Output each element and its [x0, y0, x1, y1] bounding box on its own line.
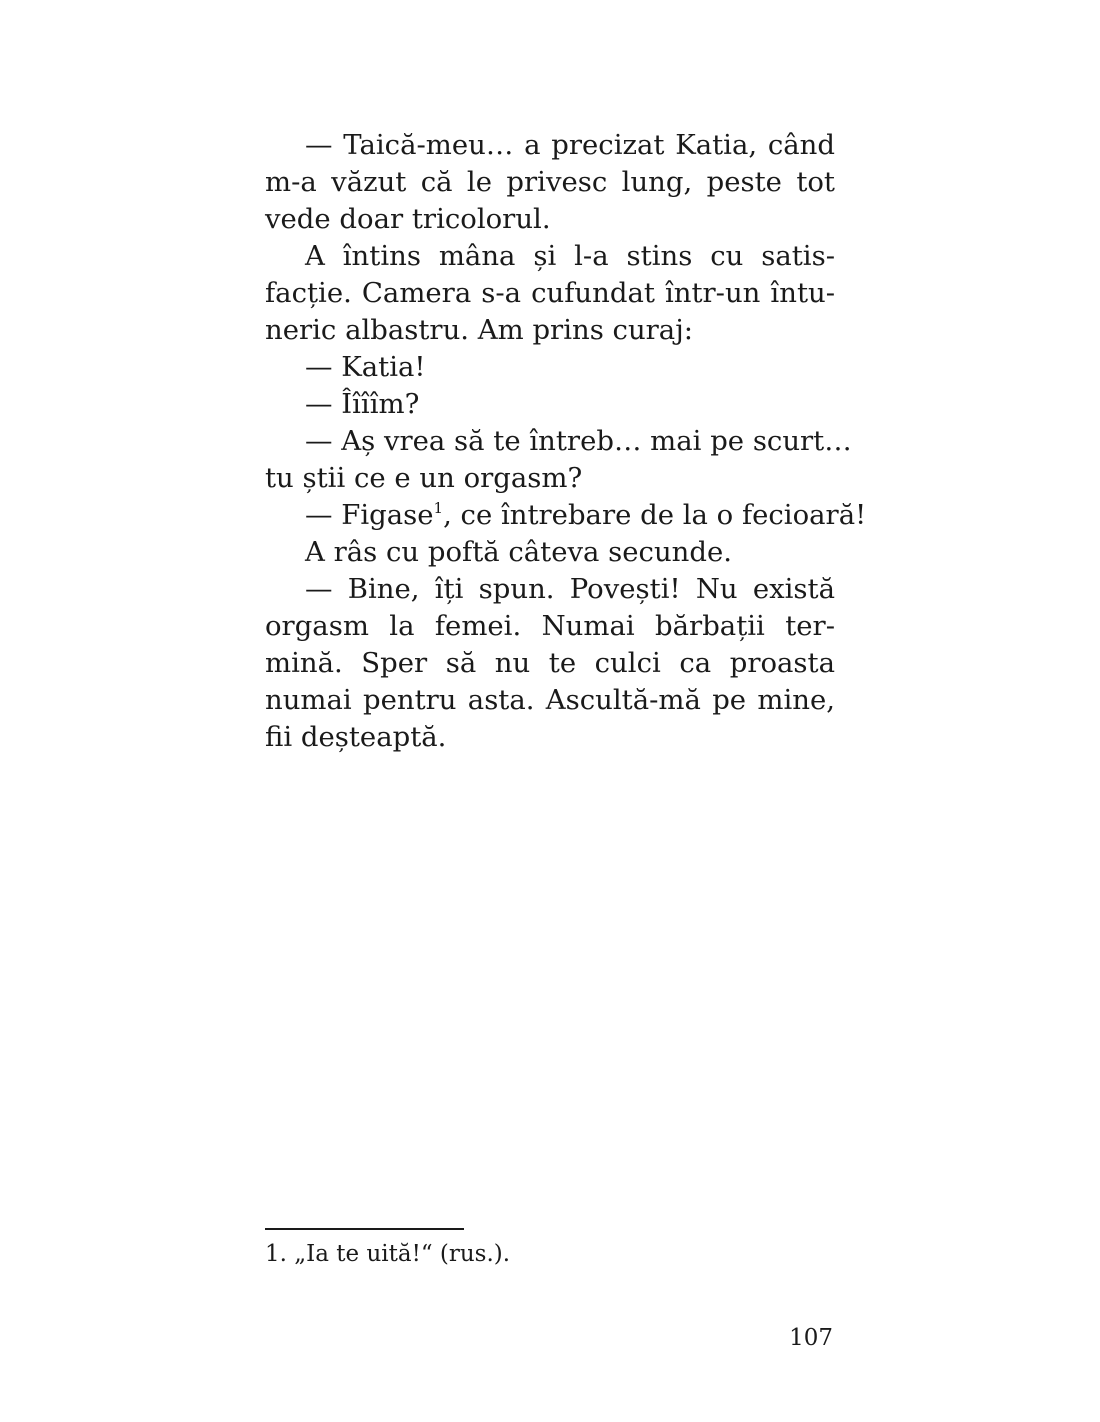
body-line: orgasm la femei. Numai bărbații ter-: [265, 610, 835, 642]
footnote-tail-text: , ce întrebare de la o fecioară!: [443, 499, 867, 531]
body-line: m-a văzut că le privesc lung, peste tot: [265, 166, 835, 198]
body-line: vede doar tricolorul.: [265, 203, 551, 235]
body-line: numai pentru asta. Ascultă-mă pe mine,: [265, 684, 835, 716]
body-line: — Aș vrea să te întreb… mai pe scurt…: [305, 425, 852, 457]
body-line: A râs cu poftă câteva secunde.: [305, 536, 733, 568]
body-line: fii deșteaptă.: [265, 721, 447, 753]
footnote-text: „Ia te uită!“ (rus.).: [294, 1241, 511, 1267]
body-line: tu știi ce e un orgasm?: [265, 462, 583, 494]
body-text: [265, 127, 867, 756]
body-line: mină. Sper să nu te culci ca proasta: [265, 647, 835, 679]
body-line: — Katia!: [305, 351, 426, 383]
footnote-number: 1.: [265, 1241, 287, 1267]
page-number: 107: [789, 1325, 833, 1351]
body-line: — Taică-meu… a precizat Katia, când: [305, 129, 835, 161]
footnote: [265, 1238, 510, 1270]
footnote-lead-text: — Figase: [305, 499, 434, 531]
body-line: — Îîîîm?: [305, 388, 420, 420]
footnote-divider: [265, 1228, 464, 1230]
body-line: neric albastru. Am prins curaj:: [265, 314, 693, 346]
footnote-reference: 1: [433, 499, 444, 517]
body-line: A întins mâna și l-a stins cu satis-: [305, 240, 835, 272]
body-line-with-footnote: [265, 497, 867, 534]
body-line: facție. Camera s-a cufundat într-un întu-: [265, 277, 835, 309]
body-line: — Bine, îți spun. Povești! Nu există: [305, 573, 835, 605]
